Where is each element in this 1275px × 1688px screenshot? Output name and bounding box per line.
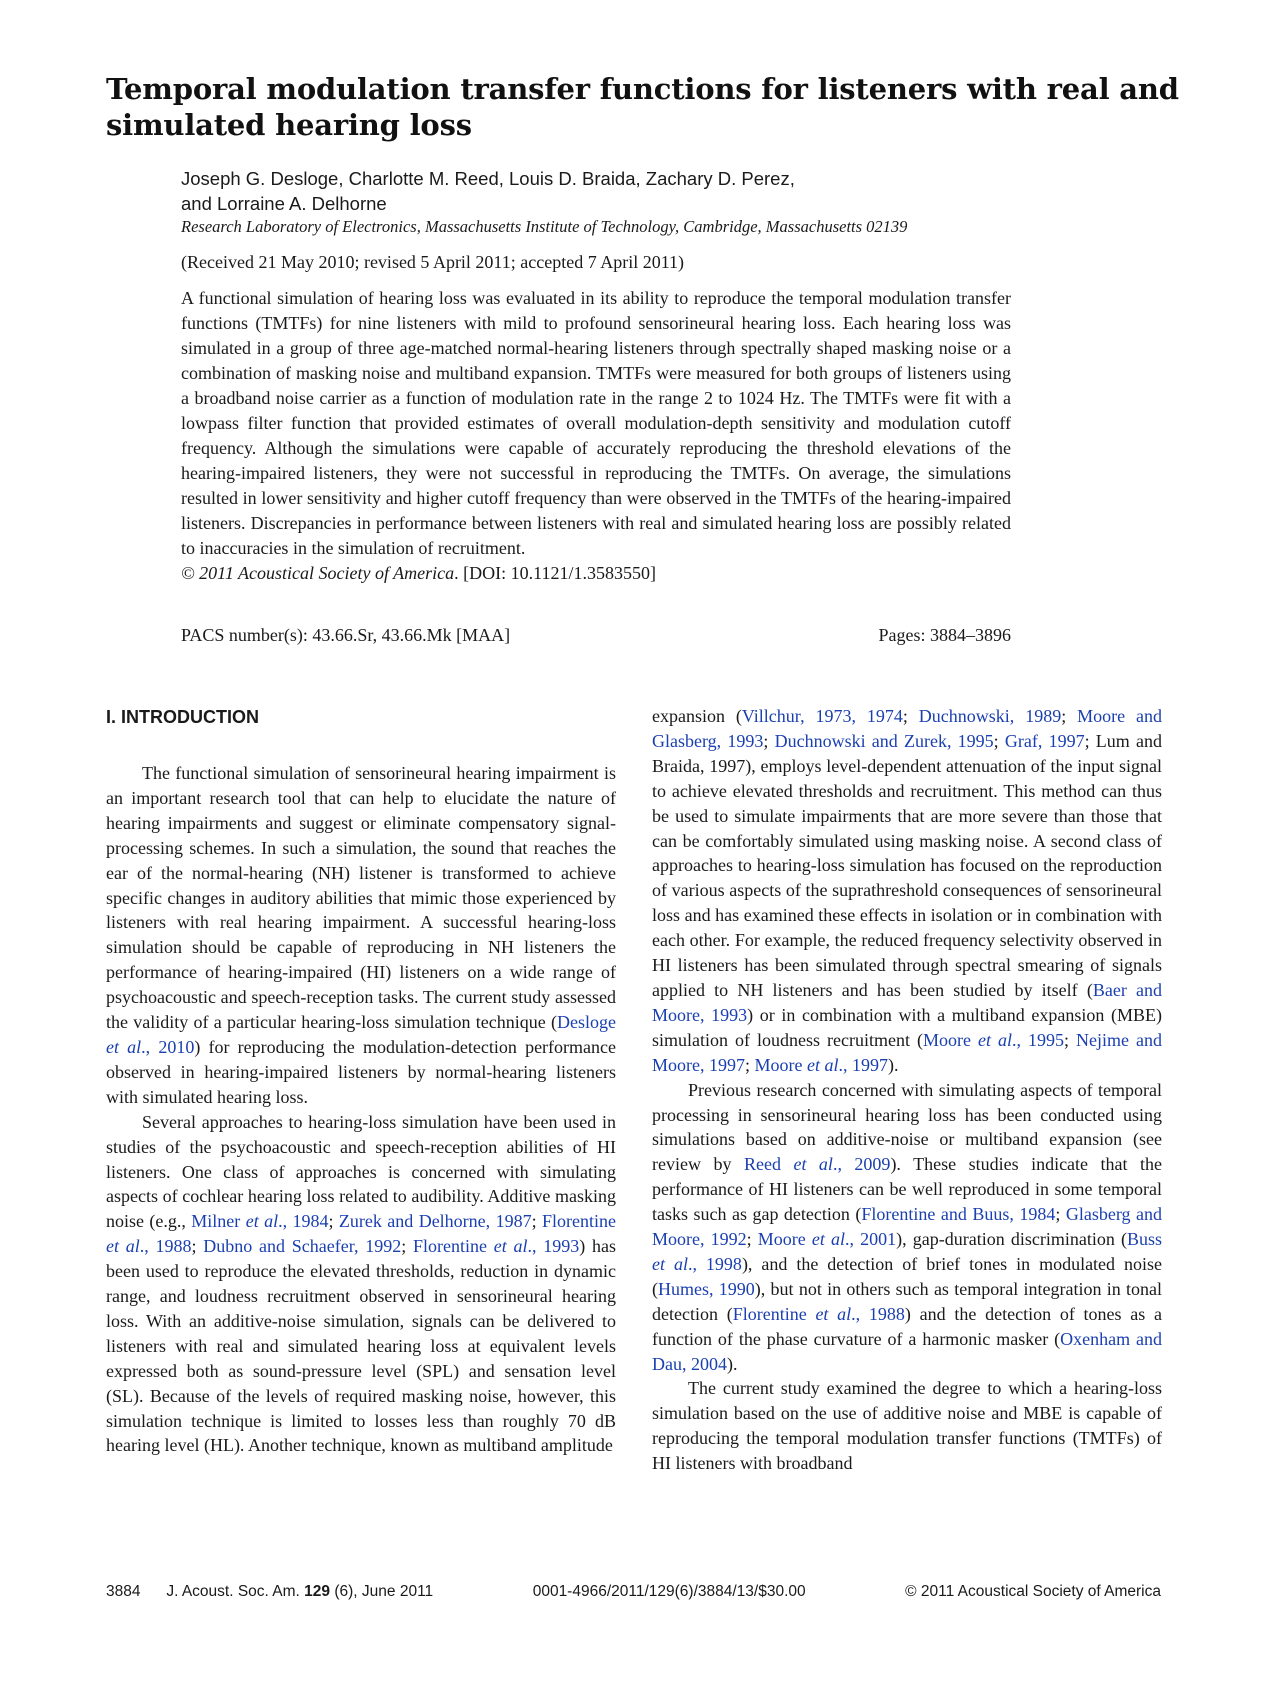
text: ; <box>1063 1029 1076 1050</box>
authors-line-2: and Lorraine A. Delhorne <box>181 193 387 214</box>
authors-line-1: Joseph G. Desloge, Charlotte M. Reed, Louis D. Braida, Zachary D. Perez, <box>181 168 795 189</box>
citation-text: ., 2001 <box>845 1229 897 1250</box>
journal-issue: (6), June 2011 <box>330 1583 434 1600</box>
text: ; <box>746 1229 758 1250</box>
citation-link[interactable] <box>744 1154 890 1174</box>
text: The current study examined the degree to which a hearing-loss simulation based on the use of additive noise and MBE is capable of reproducing the temporal modulation transfer functions (TMTFs) of HI listeners with broadband <box>652 1378 1162 1474</box>
author-list <box>181 166 1081 216</box>
paper-title: Temporal modulation transfer functions for listeners with real and simulated hearing loss <box>106 72 1179 142</box>
citation-text: Desloge <box>557 1012 616 1033</box>
citation-link[interactable]: Humes, 1990 <box>658 1278 755 1299</box>
text: ; <box>1061 706 1078 726</box>
citation-text: et al <box>807 1054 839 1075</box>
text: ; <box>531 1211 542 1232</box>
citation-text: Moore <box>754 1054 808 1075</box>
citation-link[interactable] <box>923 1030 1064 1050</box>
citation-text: Florentine <box>541 1211 616 1232</box>
citation-text: ., 1988 <box>139 1236 192 1257</box>
citation-text: et al <box>245 1211 279 1232</box>
journal-volume: 129 <box>304 1583 331 1600</box>
citation-link[interactable] <box>755 1055 889 1075</box>
received-dates: (Received 21 May 2010; revised 5 April 2011; accepted 7 April 2011) <box>181 252 685 272</box>
doi-text: . [DOI: 10.1121/1.3583550] <box>454 563 656 583</box>
paragraph-4 <box>652 1078 1162 1377</box>
left-column <box>106 705 616 1458</box>
text: expansion ( <box>652 706 742 726</box>
citation-text: et al <box>652 1253 688 1274</box>
text: ), and the detection of brief tones in modulated noise ( <box>652 1253 1163 1299</box>
citation-text: Florentine <box>732 1303 816 1324</box>
citation-link[interactable]: Dubno and Schaefer, 1992 <box>203 1236 402 1257</box>
text: ; <box>401 1236 413 1257</box>
text: ) for reproducing the modulation-detection performance observed in hearing-impaired listeners by normal-hearing listeners with simulated hearing loss. <box>106 1036 617 1107</box>
citation-link[interactable]: Florentine and Buus, 1984 <box>861 1204 1056 1225</box>
citation-text: et al <box>493 1236 528 1257</box>
citation-text: ., 1984 <box>278 1211 329 1232</box>
paragraph-2 <box>106 1110 616 1459</box>
citation-text: et al <box>106 1236 140 1257</box>
page-number: 3884 <box>106 1583 141 1600</box>
citation-link[interactable]: Duchnowski and Zurek, 1995 <box>774 730 994 751</box>
text: ; <box>745 1054 755 1075</box>
citation-link[interactable]: Graf, 1997 <box>1004 730 1085 751</box>
citation-text: Florentine <box>412 1236 494 1257</box>
citation-text: ., 1988 <box>851 1303 905 1324</box>
text: ) has been used to reproduce the elevated thresholds, reduction in dynamic range, and loudness recruitment observed in sensorineural hearing loss. With an additive-noise simulation, signals can be delivered to listeners with real and simulated hearing loss at equivalent levels expressed both as sound-pressure level (SPL) and sensation level (SL). Because of the levels of required masking noise, however, this simulation technique is limited to losses less than roughly 70 dB hearing level (HL). Another technique, known as multiband amplitude <box>106 1236 616 1456</box>
text: ; <box>1055 1204 1066 1225</box>
citation-text: ., 1998 <box>687 1253 742 1274</box>
journal-name: J. Acoust. Soc. Am. <box>166 1583 305 1600</box>
citation-text: ., 1997 <box>838 1054 889 1075</box>
text: Several approaches to hearing-loss simulation have been used in studies of the psychoacoustic and speech-reception abilities of HI listeners. One class of approaches is concerned with simulating aspects of cochlear hearing loss related to audibility. Additive masking noise (e.g., <box>106 1111 616 1232</box>
text: Previous research concerned with simulating aspects of temporal processing in sensorineural hearing loss has been conducted using simulations based on additive-noise or multiband expansion (see review by <box>652 1079 1162 1175</box>
text: The functional simulation of sensorineural hearing impairment is an important research tool that can help to elucidate the nature of hearing impairments and suggest or eliminate compensatory signal-processing schemes. In such a simulation, the sound that reaches the ear of the normal-hearing (NH) listener is transformed to achieve specific changes in auditory abilities that mimic those experienced by listeners with real hearing impairment. A successful hearing-loss simulation should be capable of reproducing in NH listeners the performance of hearing-impaired (HI) listeners on a wide range of psychoacoustic and speech-reception tasks. The current study assessed the validity of a particular hearing-loss simulation technique ( <box>106 763 616 1033</box>
text: ). <box>727 1353 738 1374</box>
citation-text: et al <box>815 1303 852 1324</box>
citation-text: ., 1993 <box>527 1236 580 1257</box>
pacs-row <box>181 623 1011 647</box>
copyright-notice: © 2011 Acoustical Society of America <box>181 563 455 583</box>
citation-link[interactable]: Oxenham and Dau, 2004 <box>652 1328 1163 1374</box>
citation-link[interactable]: Nejime and Moore, 1997 <box>652 1029 1162 1075</box>
text: ; <box>902 706 919 726</box>
text: ) and the detection of tones as a function of the phase curvature of a harmonic masker ( <box>652 1303 1162 1349</box>
page-footer <box>106 1582 1161 1602</box>
text: ) or in combination with a multiband expansion (MBE) simulation of loudness recruitment ( <box>652 1004 1162 1050</box>
text: ; <box>191 1236 204 1257</box>
citation-link[interactable]: Moore and Glasberg, 1993 <box>652 706 1162 751</box>
citation-link[interactable] <box>733 1304 905 1324</box>
footer-citation <box>106 1582 433 1602</box>
text: ). These studies indicate that the performance of HI listeners can be well reproduced in some temporal tasks such as gap detection ( <box>652 1154 1162 1225</box>
article-code: 0001-4966/2011/129(6)/3884/13/$30.00 <box>532 1583 806 1600</box>
text: ; <box>328 1211 339 1232</box>
citation-link[interactable]: Zurek and Delhorne, 1987 <box>338 1211 532 1232</box>
citation-text: ., 1995 <box>1011 1029 1064 1050</box>
citation-text: et al <box>793 1154 833 1175</box>
affiliation: Research Laboratory of Electronics, Massachusetts Institute of Technology, Cambridge, Massachusetts 02139 <box>181 217 908 236</box>
abstract-text: A functional simulation of hearing loss was evaluated in its ability to reproduce the temporal modulation transfer functions (TMTFs) for nine listeners with mild to profound sensorineural hearing loss. Each hearing loss was simulated in a group of three age-matched normal-hearing listeners through spectrally shaped masking noise or a combination of masking noise and multiband expansion. TMTFs were measured for both groups of listeners using a broadband noise carrier as a function of modulation rate in the range 2 to 1024 Hz. The TMTFs were fit with a lowpass filter function that provided estimates of overall modulation-depth sensitivity and modulation cutoff frequency. Although the simulations were capable of accurately reproducing the threshold elevations of the hearing-impaired listeners, they were not successful in reproducing the TMTFs. On average, the simulations resulted in lower sensitivity and higher cutoff frequency than were observed in the TMTFs of the hearing-impaired listeners. Discrepancies in performance between listeners with real and simulated hearing loss are possibly related to inaccuracies in the simulation of recruitment. <box>181 288 1011 558</box>
footer-copyright: © 2011 Acoustical Society of America <box>905 1583 1161 1600</box>
citation-text: Milner <box>191 1211 246 1232</box>
citation-text: et al <box>977 1029 1012 1050</box>
citation-link[interactable]: Villchur, 1973, 1974 <box>741 706 903 726</box>
text: ; <box>993 730 1005 751</box>
paragraph-3 <box>652 704 1162 1078</box>
text: ), but not in others such as temporal integration in tonal detection ( <box>652 1278 1162 1324</box>
text: ), gap-duration discrimination ( <box>896 1229 1127 1250</box>
citation-link[interactable]: Glasberg and Moore, 1992 <box>652 1204 1162 1250</box>
citation-link[interactable]: Baer and Moore, 1993 <box>652 979 1162 1025</box>
text: ; <box>763 730 775 751</box>
section-heading: I. INTRODUCTION <box>106 707 259 727</box>
citation-text: ., 2010 <box>141 1036 195 1057</box>
pacs-numbers: PACS number(s): 43.66.Sr, 43.66.Mk [MAA] <box>181 625 511 645</box>
text: ). <box>888 1054 899 1075</box>
text: ; Lum and Braida, 1997), employs level-dependent attenuation of the input signal to achieve elevated thresholds and recruitment. This method can thus be used to simulate impairments that are more severe than those that can be comfortably simulated using masking noise. A second class of approaches to hearing-loss simulation has focused on the reproduction of various aspects of the suprathreshold consequences of sensorineural loss and has examined these effects in isolation or in combination with each other. For example, the reduced frequency selectivity observed in HI listeners has been simulated through spectral smearing of signals applied to NH listeners and has been studied by itself ( <box>652 730 1162 1000</box>
citation-text: et al <box>106 1036 142 1057</box>
citation-text: Reed <box>743 1154 794 1175</box>
right-column <box>652 704 1162 1476</box>
page-range: Pages: 3884–3896 <box>878 625 1011 645</box>
citation-text: Buss <box>1126 1229 1162 1250</box>
citation-link[interactable]: Duchnowski, 1989 <box>918 706 1062 726</box>
citation-link[interactable] <box>413 1236 579 1256</box>
citation-text: Moore <box>922 1029 978 1050</box>
citation-link[interactable] <box>758 1229 896 1249</box>
paragraph-5 <box>652 1376 1162 1476</box>
citation-link[interactable] <box>191 1211 328 1231</box>
citation-text: ., 2009 <box>832 1154 891 1175</box>
citation-text: Moore <box>757 1229 812 1250</box>
paragraph-1 <box>106 761 616 1110</box>
citation-text: et al <box>811 1229 846 1250</box>
abstract <box>181 286 1011 586</box>
